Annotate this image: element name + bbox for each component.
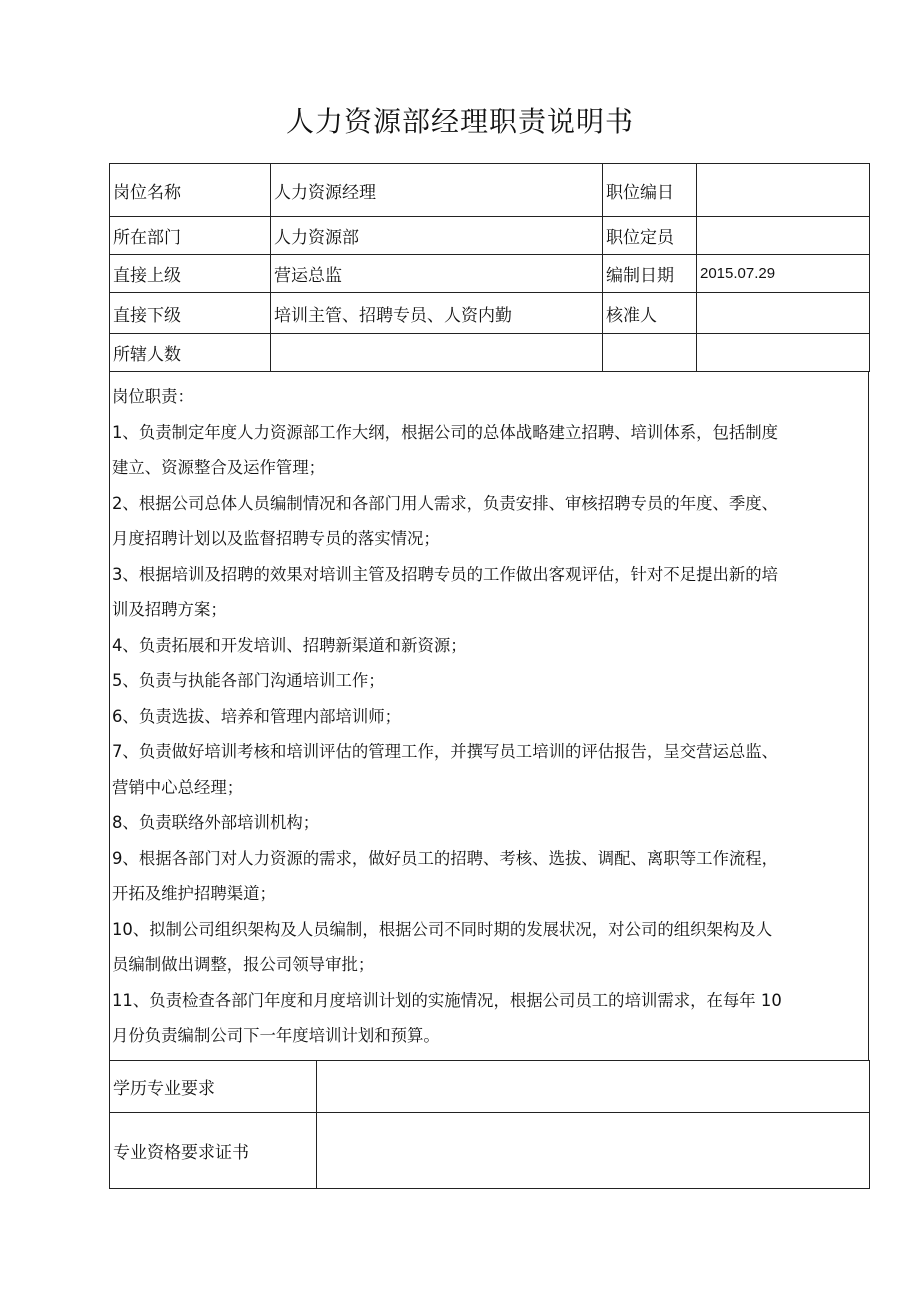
duty-line: 4、负责拓展和开发培训、招聘新渠道和新资源； [112,635,467,655]
prepared-date-label: 编制日期 [603,255,697,293]
position-code-label: 职位编日 [603,164,697,217]
duty-line: 开拓及维护招聘渠道； [112,884,276,903]
headcount-label: 职位定员 [603,217,697,255]
duty-line: 6、负责选拔、培养和管理内部培训师； [112,706,402,726]
table-row [110,255,870,293]
managed-count-value [271,334,603,372]
duty-line: 3、根据培训及招聘的效果对培训主管及招聘专员的工作做出客观评估，针对不足提出新的培 [112,564,779,584]
superior-label: 直接上级 [110,255,271,293]
prepared-date-value: 2015.07.29 [697,255,870,293]
department-label: 所在部门 [110,217,271,255]
duty-line: 员编制做出调整，报公司领导审批； [112,955,375,974]
duty-line: 10、拟制公司组织架构及人员编制，根据公司不同时期的发展状况，对公司的组织架构及人 [112,919,773,939]
document-title: 人力资源部经理职责说明书 [285,105,634,138]
table-row [110,1113,870,1189]
department-value: 人力资源部 [271,217,603,255]
managed-count-label: 所辖人数 [110,334,271,372]
duty-line: 7、负责做好培训考核和培训评估的管理工作，并撰写员工培训的评估报告，呈交营运总监、 [112,742,779,761]
approver-label: 核准人 [603,293,697,334]
superior-value: 营运总监 [271,255,603,293]
duty-line: 8、负责联络外部培训机构； [112,813,320,832]
subordinates-value: 培训主管、招聘专员、人资内勤 [271,293,603,334]
requirements-table [109,1060,870,1189]
table-row [110,1061,870,1113]
duty-line: 建立、资源整合及运作管理； [112,458,326,477]
education-label: 学历专业要求 [110,1061,317,1113]
duty-line: 月度招聘计划以及监督招聘专员的落实情况； [112,529,440,548]
position-info-table [109,163,870,372]
table-row [110,334,870,372]
duty-line: 11、负责检查各部门年度和月度培训计划的实施情况，根据公司员工的培训需求，在每年 10 [112,990,782,1010]
approver-value [697,293,870,334]
subordinates-label: 直接下级 [110,293,271,334]
empty-cell [697,334,870,372]
education-value [317,1061,870,1113]
headcount-value [697,217,870,255]
position-code-value [697,164,870,217]
table-row [110,217,870,255]
duty-line: 营销中心总经理； [112,777,244,797]
position-name-label: 岗位名称 [110,164,271,217]
duty-line: 月份负责编制公司下一年度培训计划和预算。 [112,1026,440,1045]
duty-line: 训及招聘方案； [112,600,227,619]
empty-cell [603,334,697,372]
table-row [110,164,870,217]
table-row [110,293,870,334]
certificate-value [317,1113,870,1189]
duty-line: 5、负责与执能各部门沟通培训工作； [112,671,385,690]
duties-heading: 岗位职责： [112,387,194,406]
position-name-value: 人力资源经理 [271,164,603,217]
duty-line: 2、根据公司总体人员编制情况和各部门用人需求，负责安排、审核招聘专员的年度、季度、 [112,493,779,513]
duties-section [109,371,869,1060]
certificate-label: 专业资格要求证书 [110,1113,317,1189]
duty-line: 9、根据各部门对人力资源的需求，做好员工的招聘、考核、选拔、调配、离职等工作流程， [112,848,779,868]
duty-line: 1、负责制定年度人力资源部工作大纲，根据公司的总体战略建立招聘、培训体系，包括制度 [112,422,779,442]
